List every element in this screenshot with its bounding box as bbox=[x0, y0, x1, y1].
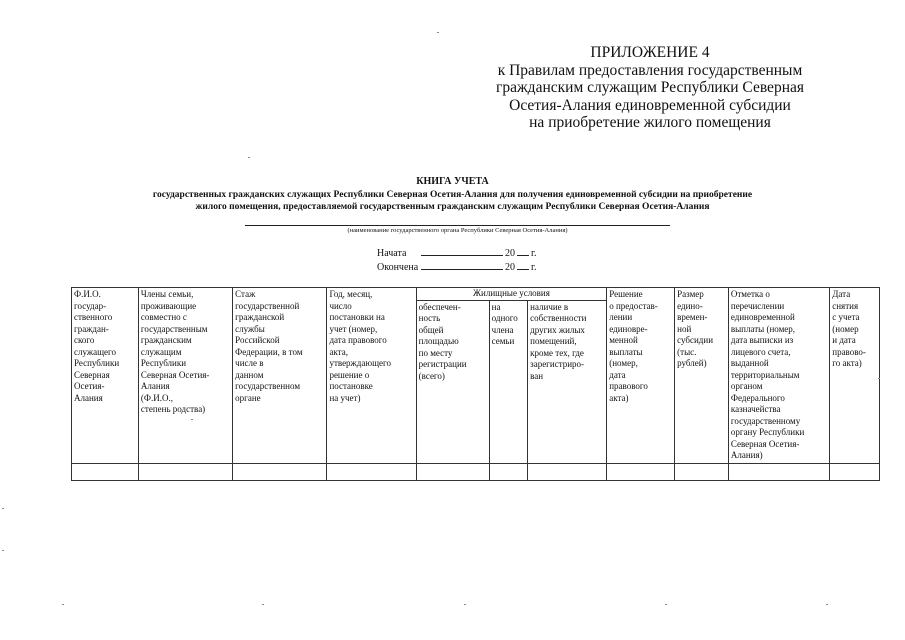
scan-speck bbox=[2, 550, 4, 551]
started-row bbox=[377, 246, 536, 260]
book-title: КНИГА УЧЕТА bbox=[416, 176, 489, 187]
column-header: на одного члена семьи bbox=[489, 300, 528, 463]
table-cell bbox=[416, 463, 489, 480]
scan-speck bbox=[464, 604, 466, 605]
table-cell bbox=[72, 463, 139, 480]
column-header: Год, месяц, число постановки на учет (номер, дата правового акта, утверждающего решение о постановке на учет) bbox=[327, 288, 416, 464]
ended-year-prefix: 20 bbox=[505, 262, 515, 273]
ended-label: Окончена bbox=[377, 262, 419, 273]
started-year-blank bbox=[517, 246, 529, 256]
scan-speck bbox=[62, 604, 64, 605]
column-header: Стаж государственной гражданской службы Российской Федерации, в том числе в данном государственном органе bbox=[233, 288, 327, 464]
ended-year-blank bbox=[517, 260, 529, 270]
book-subtitle bbox=[0, 189, 905, 213]
table-row bbox=[72, 463, 880, 480]
table-cell bbox=[830, 463, 880, 480]
appendix-line-1: ПРИЛОЖЕНИЕ 4 bbox=[590, 44, 710, 61]
table-cell bbox=[489, 463, 528, 480]
scan-speck bbox=[665, 604, 667, 605]
header-row-1 bbox=[72, 288, 880, 301]
table-cell bbox=[675, 463, 729, 480]
ledger-table bbox=[71, 287, 880, 481]
table-cell bbox=[327, 463, 416, 480]
org-name-caption: (наименование государственного органа Республики Северная Осетия-Алания) bbox=[347, 227, 568, 234]
scan-speck bbox=[437, 32, 439, 33]
ended-row bbox=[377, 260, 536, 274]
scan-speck bbox=[878, 378, 880, 379]
scan-speck bbox=[262, 604, 264, 605]
org-name-line bbox=[245, 225, 670, 226]
appendix-line-4: Осетия-Алания единовременной субсидии bbox=[509, 96, 791, 114]
table-cell bbox=[728, 463, 829, 480]
scan-speck bbox=[826, 604, 828, 605]
dates-block bbox=[377, 246, 536, 274]
started-year-suffix: г. bbox=[531, 248, 537, 259]
started-date-blank bbox=[421, 246, 503, 256]
book-subtitle-line-2: жилого помещения, предоставляемой государственным гражданским служащим Республики Северная Осетия-Алания bbox=[195, 202, 710, 212]
ended-year-suffix: г. bbox=[531, 262, 537, 273]
started-label: Начата bbox=[377, 248, 407, 259]
column-header: обеспечен- ность общей площадью по месту регистрации (всего) bbox=[416, 300, 489, 463]
column-header: Дата снятия с учета (номер и дата правово- го акта) bbox=[830, 288, 880, 464]
column-header: Отметка о перечислении единовременной выплаты (номер, дата выписки из лицевого счета, выданной территориальным органом Федерального казначейства государственному органу Республики Северная Осетия- Алания) bbox=[728, 288, 829, 464]
column-header: Размер едино- времен- ной субсидии (тыс. рублей) bbox=[675, 288, 729, 464]
appendix-header bbox=[470, 44, 830, 132]
appendix-line-2: к Правилам предоставления государственным bbox=[497, 61, 803, 79]
housing-conditions-header: Жилищные условия bbox=[416, 288, 607, 301]
table-cell bbox=[607, 463, 675, 480]
appendix-line-3: гражданским служащим Республики Северная bbox=[495, 79, 804, 96]
column-header: Ф.И.О. государ- ственного граждан- ского служащего Республики Северная Осетия- Алания bbox=[72, 288, 139, 464]
column-header: Решение о предостав- лении единовре- менной выплаты (номер, дата правового акта) bbox=[607, 288, 675, 464]
scan-speck bbox=[191, 419, 193, 420]
table-cell bbox=[138, 463, 232, 480]
book-subtitle-line-1: государственных гражданских служащих Республики Северная Осетия-Алания для получения единовременной субсидии на приобретение bbox=[152, 190, 753, 200]
scan-speck bbox=[2, 508, 4, 509]
appendix-line-5: на приобретение жилого помещения bbox=[529, 114, 771, 131]
column-header: Члены семьи, проживающие совместно с государственным гражданским служащим Республики Северная Осетия- Алания (Ф.И.О., степень родства) bbox=[138, 288, 232, 464]
column-header: наличие в собственности других жилых помещений, кроме тех, где зарегистриро- ван bbox=[528, 300, 607, 463]
started-year-prefix: 20 bbox=[505, 248, 515, 259]
table-cell bbox=[233, 463, 327, 480]
ended-date-blank bbox=[421, 260, 503, 270]
table-cell bbox=[528, 463, 607, 480]
scan-speck bbox=[248, 157, 250, 158]
